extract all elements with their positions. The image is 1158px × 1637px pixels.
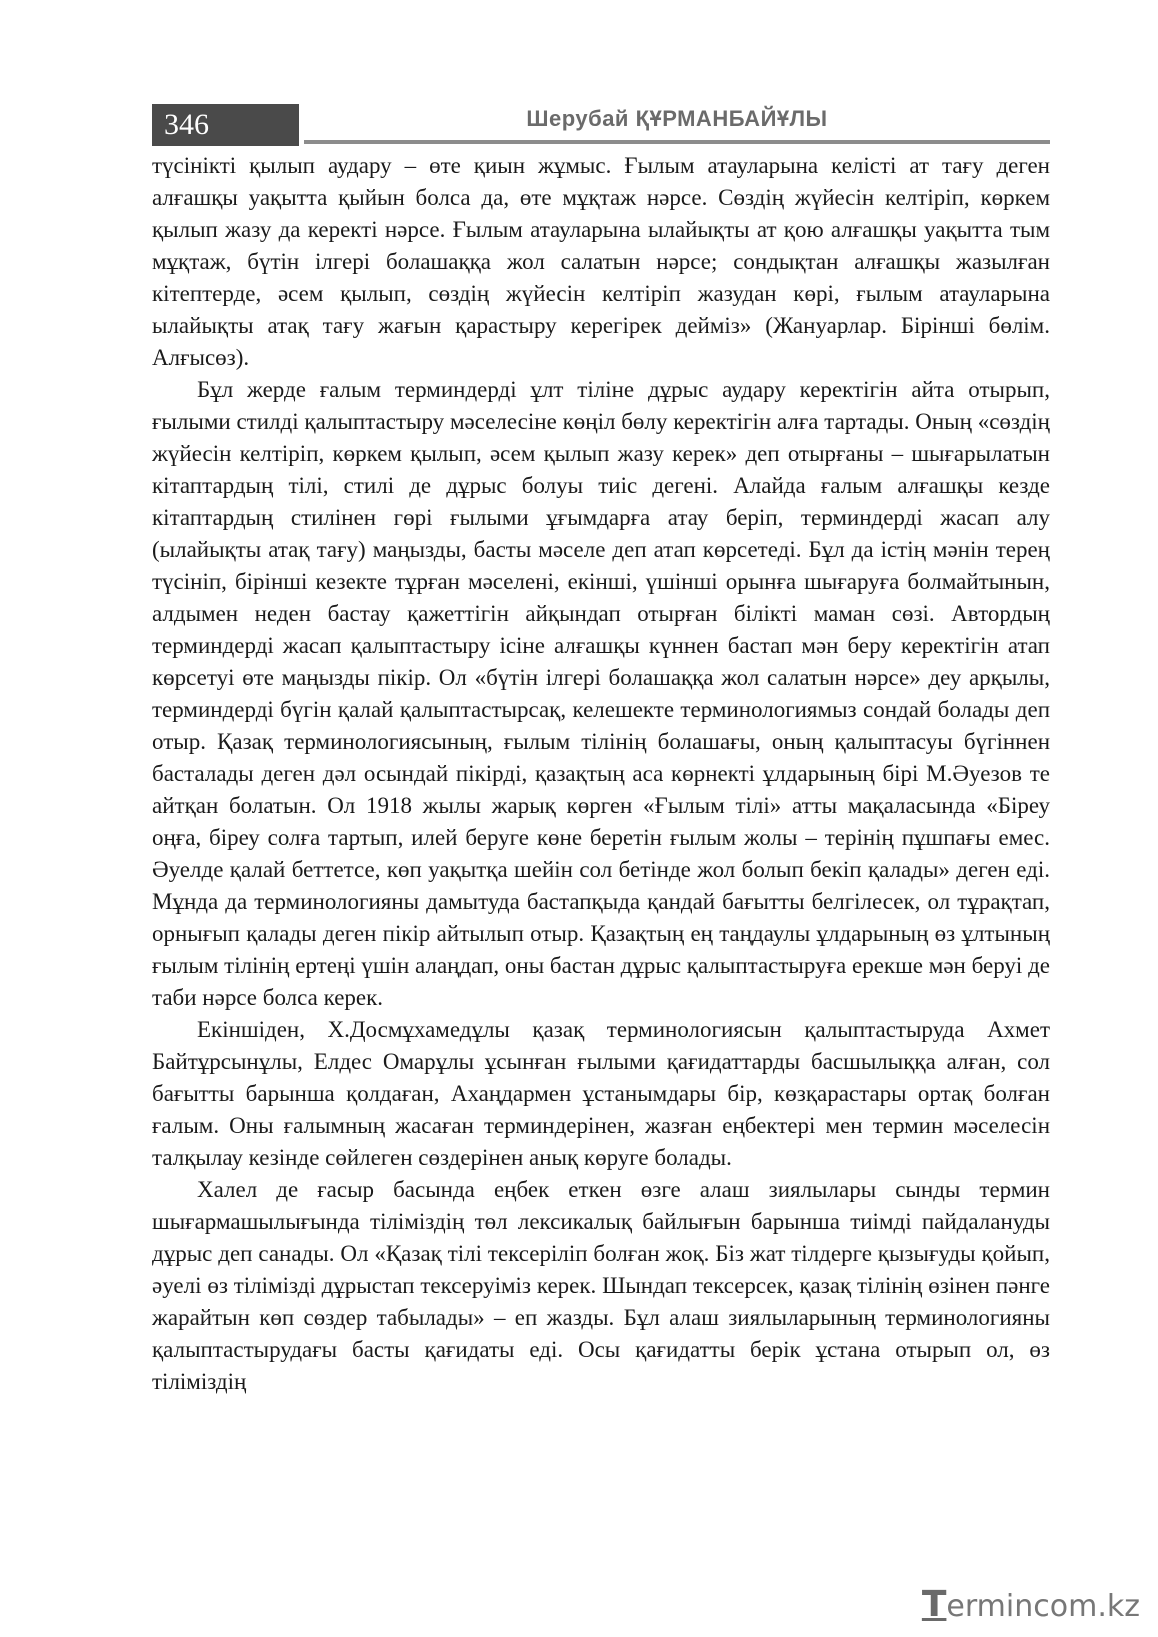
paragraph-3: Екіншіден, Х.Досмұхамедұлы қазақ терминологиясын қалыптастыруда Ахмет Байтұрсынұлы, Елдес Омарұлы ұсынған ғылыми қағидаттарды басшылыққа алған, сол бағытты барынша қолдаған, Ахаңдармен ұстанымдары бір, көзқарастары ортақ болған ғалым. Оны ғалымның жасаған терминдерінен, жазған еңбектері мен термин мәселесін талқылау кезінде сөйлеген сөздерінен анық көруге болады. xyxy=(152,1017,1050,1170)
paragraph-4: Халел де ғасыр басында еңбек еткен өзге алаш зиялылары сынды термин шығармашылығында тіліміздің төл лексикалық байлығын барынша тиімді пайдалануды дұрыс деп санады. Ол «Қазақ тілі тексеріліп болған жоқ. Біз жат тілдерге қызығуды қойып, әуелі өз тілімізді дұрыстап тексеруіміз керек. Шындап тексерсек, қазақ тілінің өзінен пәнге жарайтын көп сөздер табылады» – еп жазды. Бұл алаш зиялыларының терминологияны қалыптастырудағы басты қағидаты еді. Осы қағидатты берік ұстана отырып ол, өз тіліміздің xyxy=(152,1177,1050,1394)
body-text xyxy=(152,150,1050,1398)
paragraph-1: түсінікті қылып аудару – өте қиын жұмыс. Ғылым атауларына келісті ат тағу деген алғашқы уақытта қыйын болса да, өте мұқтаж нәрсе. Сөздің жүйесін келтіріп, көркем қылып жазу да керекті нәрсе. Ғылым атауларына ылайықты ат қою алғашқы уақытта тым мұқтаж, бүтін ілгері болашаққа жол салатын нәрсе; сондықтан алғашқы жазылған кітептерде, әсем қылып, сөздің жүйесін келтіріп жазудан көрі, ғылым атауларына ылайықты атақ тағу жағын қарастыру керегірек дейміз» (Жануарлар. Бірінші бөлім. Алғысөз). xyxy=(152,153,1050,370)
page-header xyxy=(152,104,1050,146)
watermark-logo xyxy=(922,1584,1140,1625)
running-title: Шерубай ҚҰРМАНБАЙҰЛЫ xyxy=(526,106,828,131)
paragraph-2: Бұл жерде ғалым терминдерді ұлт тіліне дұрыс аудару керектігін айта отырып, ғылыми стилді қалыптастыру мәселесіне көңіл бөлу керектігін алға тартады. Оның «сөздің жүйесін келтіріп, көркем қылып, әсем қылып жазу керек» деп отырғаны – шығарылатын кітаптардың тілі, стилі де дұрыс болуы тиіс дегені. Алайда ғалым алғашқы кезде кітаптардың стилінен гөрі ғылыми ұғымдарға атау беріп, терминдерді жасап алу (ылайықты атақ тағу) маңызды, басты мәселе деп атап көрсетеді. Бұл да істің мәнін терең түсініп, бірінші кезекте тұрған мәселені, екінші, үшінші орынға шығаруға болмайтынын, алдымен неден бастау қажеттігін айқындап отырған білікті маман сөзі. Автордың терминдерді жасап қалыптастыру ісіне алғашқы күннен бастап мән беру керектігін атап көрсетуі өте маңызды пікір. Ол «бүтін ілгері болашаққа жол салатын нәрсе» деу арқылы, терминдерді бүгін қалай қалыптастырсақ, келешекте терминологиямыз сондай болады деп отыр. Қазақ терминологиясының, ғылым тілінің болашағы, оның қалыптасуы бүгіннен басталады деген дәл осындай пікірді, қазақтың аса көрнекті ұлдарының бірі М.Әуезов те айтқан болатын. Ол 1918 жылы жарық көрген «Ғылым тілі» атты мақаласында «Біреу оңға, біреу солға тартып, илей беруге көне беретін ғылым жолы – терінің пұшпағы емес. Әуелде қалай беттетсе, көп уақытқа шейін сол бетінде жол болып бекіп қалады» деген еді. Мұнда да терминологияны дамытуда бастапқыда қандай бағытты белгілесек, ол тұрақтап, орнығып қалады деген пікір айтылып отыр. Қазақтың ең таңдаулы ұлдарының өз ұлтының ғылым тілінің ертеңі үшін алаңдап, оны бастан дұрыс қалыптастыруға ерекше мән беруі де таби нәрсе болса керек. xyxy=(152,377,1050,1010)
watermark-text: ermincom.kz xyxy=(946,1589,1140,1624)
page-number: 346 xyxy=(152,104,299,146)
header-rule xyxy=(304,140,1050,144)
watermark-lead: T xyxy=(921,1584,947,1625)
